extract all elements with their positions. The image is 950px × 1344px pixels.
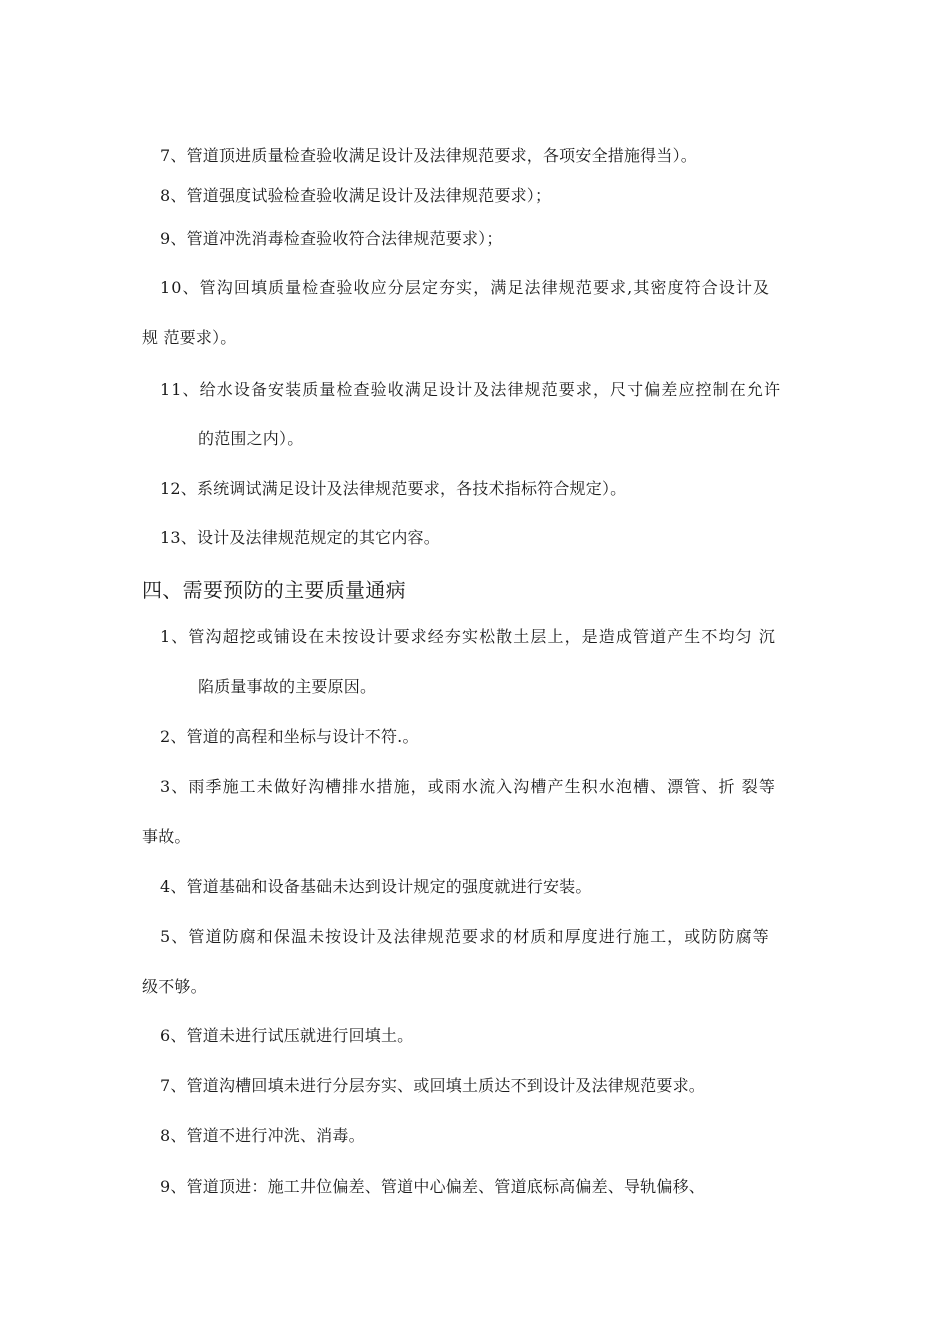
defect-item-1: 1、管沟超挖或铺设在未按设计要求经夯实松散土层上，是造成管道产生不均匀 沉 bbox=[160, 627, 776, 646]
acceptance-item-8: 8、管道强度试验检查验收满足设计及法律规范要求）； bbox=[160, 186, 552, 205]
defect-item-3: 3、雨季施工未做好沟槽排水措施，或雨水流入沟槽产生积水泡槽、漂管、折 裂等 bbox=[160, 777, 776, 796]
acceptance-item-11: 11、给水设备安装质量检查验收满足设计及法律规范要求，尺寸偏差应控制在允许 bbox=[160, 380, 782, 399]
defect-item-2: 2、管道的高程和坐标与设计不符.。 bbox=[160, 727, 419, 746]
acceptance-item-9: 9、管道冲洗消毒检查验收符合法律规范要求）； bbox=[160, 229, 503, 248]
section-heading: 四、需要预防的主要质量通病 bbox=[142, 578, 406, 602]
defect-item-1-cont: 陷质量事故的主要原因。 bbox=[198, 677, 377, 696]
defect-item-5: 5、管道防腐和保温未按设计及法律规范要求的材质和厚度进行施工，或防防腐等 bbox=[160, 927, 770, 946]
defect-item-8: 8、管道不进行冲洗、消毒。 bbox=[160, 1126, 365, 1145]
defect-item-6: 6、管道未进行试压就进行回填土。 bbox=[160, 1026, 414, 1045]
acceptance-item-12: 12、系统调试满足设计及法律规范要求，各技术指标符合规定）。 bbox=[160, 479, 627, 498]
acceptance-item-10-cont: 规 范要求）。 bbox=[142, 328, 237, 347]
acceptance-item-11-cont: 的范围之内）。 bbox=[198, 429, 304, 448]
acceptance-item-7: 7、管道顶进质量检查验收满足设计及法律规范要求，各项安全措施得当）。 bbox=[160, 146, 697, 165]
acceptance-item-10: 10、管沟回填质量检查验收应分层定夯实，满足法律规范要求,其密度符合设计及 bbox=[160, 278, 771, 297]
defect-item-7: 7、管道沟槽回填未进行分层夯实、或回填土质达不到设计及法律规范要求。 bbox=[160, 1076, 705, 1095]
defect-item-4: 4、管道基础和设备基础未达到设计规定的强度就进行安装。 bbox=[160, 877, 592, 896]
defect-item-5-cont: 级不够。 bbox=[142, 977, 207, 996]
acceptance-item-13: 13、设计及法律规范规定的其它内容。 bbox=[160, 528, 440, 547]
defect-item-3-cont: 事故。 bbox=[142, 827, 191, 846]
defect-item-9: 9、管道顶进：施工井位偏差、管道中心偏差、管道底标高偏差、导轨偏移、 bbox=[160, 1177, 705, 1196]
